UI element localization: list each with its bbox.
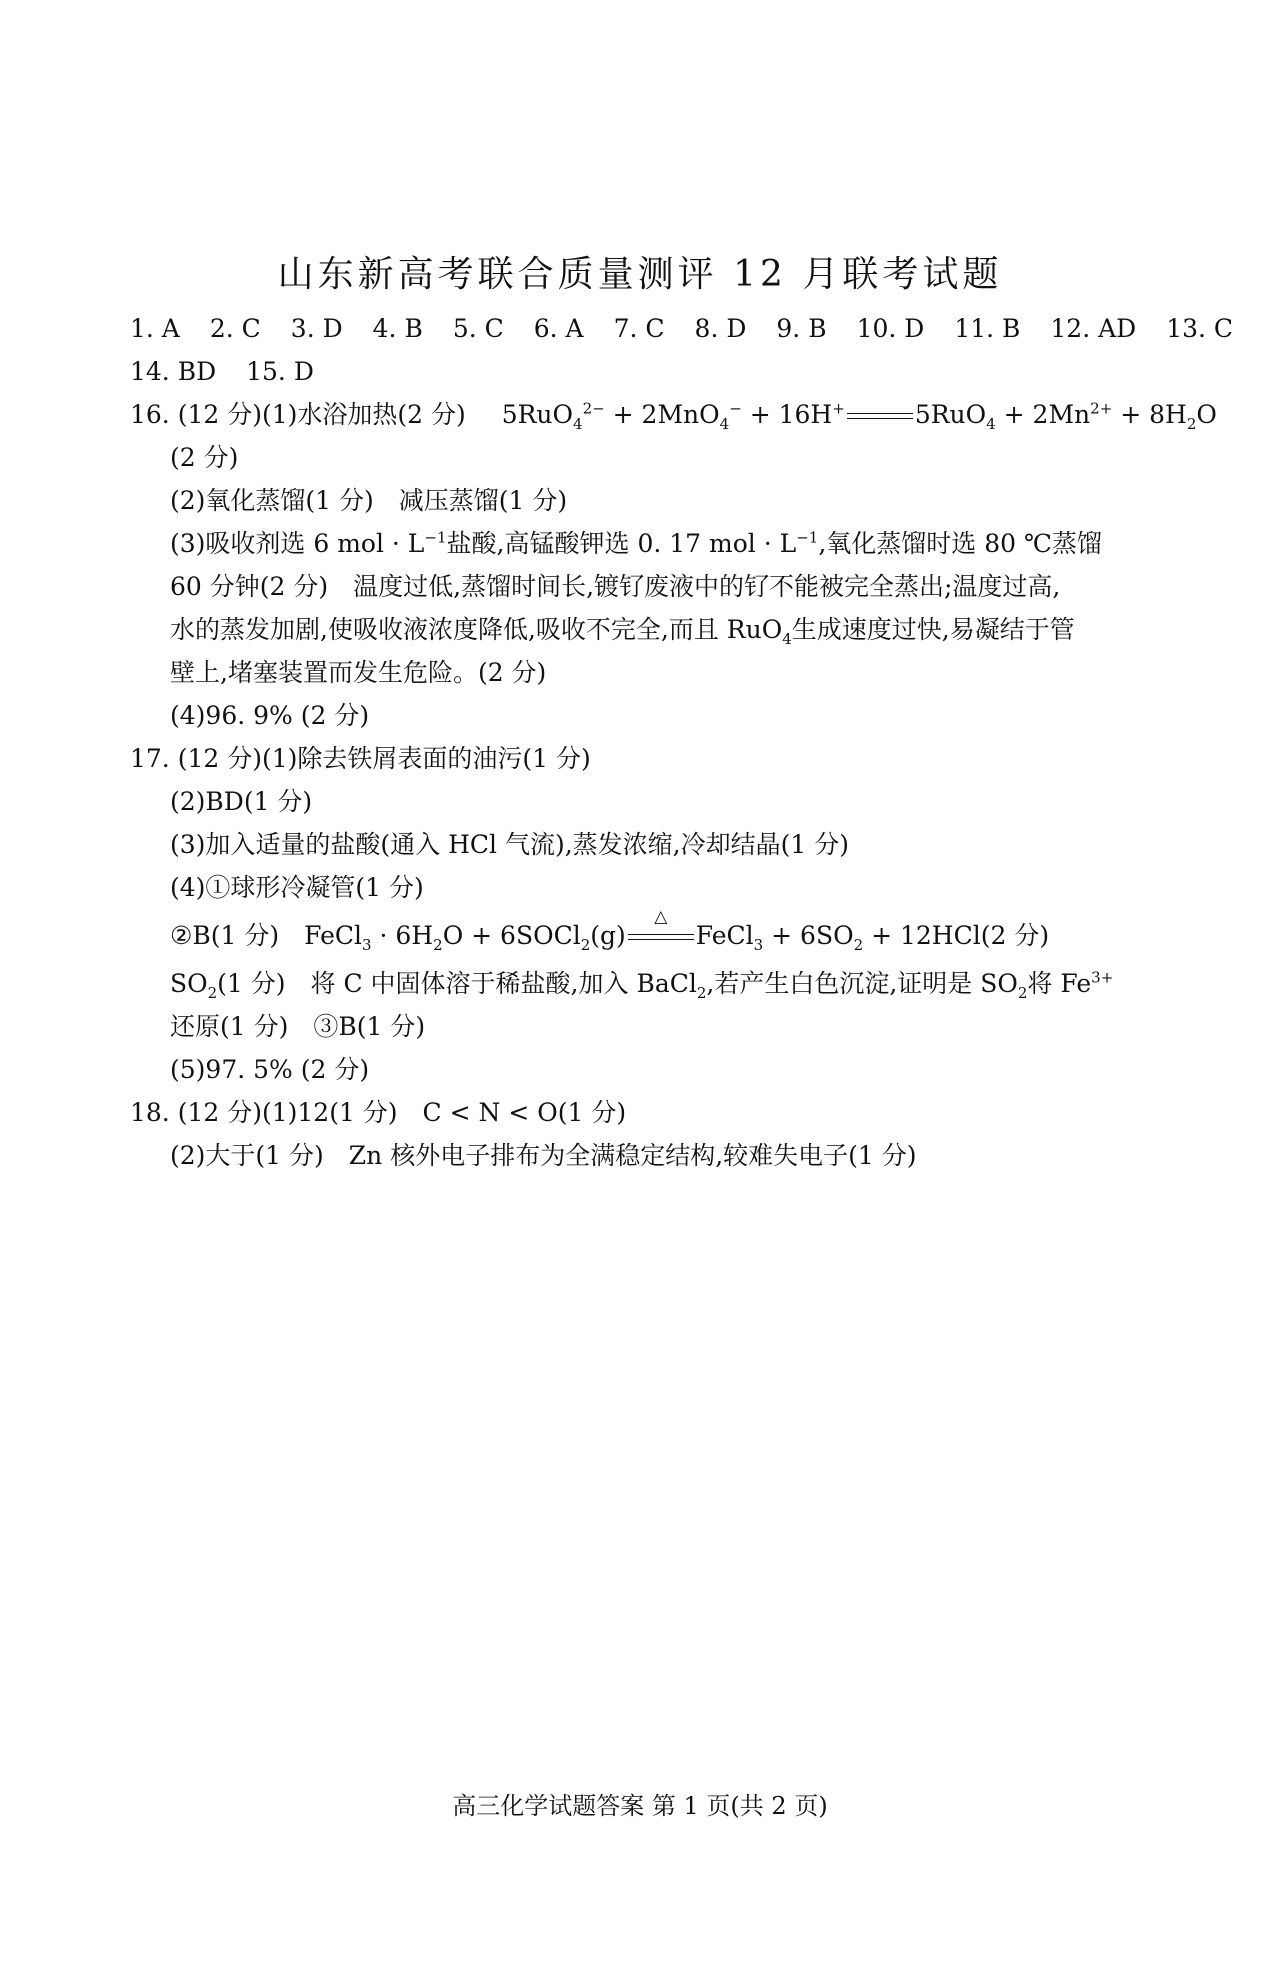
q17-line-3: (3)加入适量的盐酸(通入 HCl 气流),蒸发浓缩,冷却结晶(1 分): [170, 830, 849, 859]
mc-answer: 12. AD: [1050, 314, 1137, 343]
q16-line-4: (3)吸收剂选 6 mol · $L^{-1}$盐酸,高锰酸钾选 0. 17 mol · $L^{-1}$,氧化蒸馏时选 80 ℃蒸馏: [170, 528, 1102, 558]
q16-equation: 5RuO$_4^{2-}$ + 2MnO$_4$− + 16H+ $5RuO_4 + 2Mn^{2+} + 8H_2O$: [501, 399, 1217, 433]
mc-answer: 9. B: [776, 314, 827, 343]
heating-equal-sign-icon: [628, 906, 694, 943]
equal-sign-icon: [847, 412, 913, 422]
q17-line-6: $SO_2(1$ 分) 将 C 中固体溶于稀盐酸,加入 BaCl$_2$,若产生白色沉淀,证明是 $SO_2$将 $Fe^{3+}$: [170, 968, 1114, 1002]
q17-line-4: (4)①球形冷凝管(1 分): [170, 873, 424, 902]
mc-answer: 13. C: [1166, 314, 1234, 343]
answer-content: [130, 307, 1234, 1177]
mc-answer: 15. D: [246, 357, 314, 386]
q17-line-5: ②B(1 分) FeCl$_3$ · $6H_2O$ + 6SOCl$_2$(g) △ FeCl$_3$ + $6SO_2 + 12HCl(2$ 分): [170, 906, 1050, 954]
mc-answer: 5. C: [452, 314, 504, 343]
q16-line-3: (2)氧化蒸馏(1 分) 减压蒸馏(1 分): [170, 486, 568, 515]
mc-answer: 14. BD: [130, 357, 217, 386]
mc-answer: 8. D: [694, 314, 747, 343]
mc-answer: 4. B: [372, 314, 423, 343]
q16-part1-answer: 16. (12 分)(1)水浴加热(2 分): [130, 400, 466, 429]
q17-line-7: 还原(1 分) ③B(1 分): [170, 1012, 426, 1041]
q16-line-2: (2 分): [170, 443, 239, 472]
q17-line-2: (2)BD(1 分): [170, 787, 313, 816]
mc-answer: 10. D: [856, 314, 925, 343]
q16-line-8: (4)96. 9% (2 分): [170, 701, 370, 730]
mc-answer: 6. A: [533, 314, 584, 343]
q18-line-2: (2)大于(1 分) Zn 核外电子排布为全满稳定结构,较难失电子(1 分): [170, 1141, 917, 1170]
q16-line-6: 水的蒸发加剧,使吸收液浓度降低,吸收不完全,而且 RuO$_4$生成速度过快,易凝结于管: [170, 615, 1075, 648]
multiple-choice-row-1: [130, 307, 1234, 350]
q16-line-7: 壁上,堵塞装置而发生危险。(2 分): [170, 658, 547, 687]
page-footer: 高三化学试题答案 第 1 页(共 2 页): [452, 1792, 828, 1820]
q17-line-8: (5)97. 5% (2 分): [170, 1055, 370, 1084]
heat-triangle-icon: △: [654, 906, 668, 927]
mc-answer: 1. A: [130, 314, 180, 343]
multiple-choice-row-2: [130, 350, 1180, 393]
page-title: 山东新高考联合质量测评 12 月联考试题: [277, 254, 1003, 295]
mc-answer: 7. C: [613, 314, 665, 343]
mc-answer: 11. B: [954, 314, 1021, 343]
mc-answer: 2. C: [209, 314, 261, 343]
q18-line-1: 18. (12 分)(1)12(1 分) C < N < O(1 分): [130, 1098, 627, 1127]
q16-line-5: 60 分钟(2 分) 温度过低,蒸馏时间长,镀钌废液中的钌不能被完全蒸出;温度过高,: [170, 572, 1061, 601]
q17-line-1: 17. (12 分)(1)除去铁屑表面的油污(1 分): [130, 744, 591, 773]
q16-line-1: [130, 393, 1217, 436]
mc-answer: 3. D: [290, 314, 343, 343]
